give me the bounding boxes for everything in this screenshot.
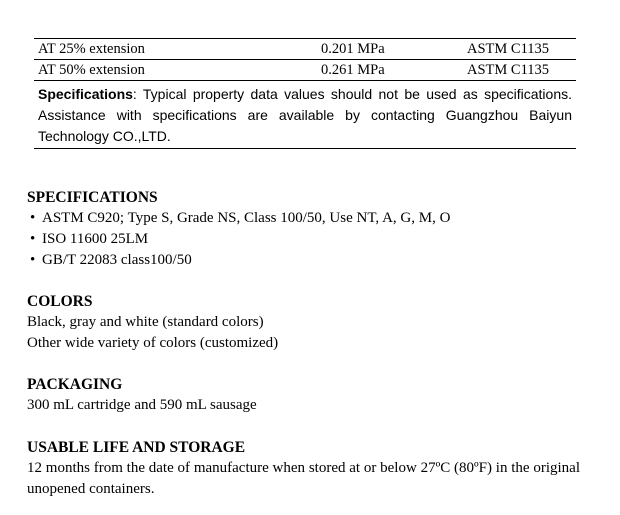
list-item-text: GB/T 22083 class100/50 <box>42 252 192 268</box>
colors-section <box>27 291 587 354</box>
bullet-icon: • <box>30 210 36 226</box>
colors-standard-line: Black, gray and white (standard colors) <box>27 314 264 330</box>
property-name-cell: AT 25% extension <box>38 41 145 57</box>
list-item-text: ISO 11600 25LM <box>42 231 149 247</box>
usable-life-text: 12 months from the date of manufacture when stored at or below 27ºC (80ºF) in the original unopened containers. <box>27 460 580 497</box>
list-item-text: ASTM C920; Type S, Grade NS, Class 100/50, Use NT, A, G, M, O <box>42 210 451 226</box>
property-value-cell: 0.261 MPa <box>321 62 385 78</box>
colors-custom-line: Other wide variety of colors (customized) <box>27 335 279 351</box>
specifications-section <box>27 187 587 271</box>
list-item <box>27 250 587 271</box>
specifications-note-label: Specifications <box>38 86 133 102</box>
usable-life-section <box>27 437 587 500</box>
specifications-note-text: : Typical property data values should not be used as specifications. Assistance with specifications are available by contacting Guangzhou Baiyun Technology CO.,LTD. <box>38 86 572 144</box>
property-name-cell: AT 50% extension <box>38 62 145 78</box>
usable-life-heading: USABLE LIFE AND STORAGE <box>27 439 246 456</box>
bullet-icon: • <box>30 252 36 268</box>
colors-heading: COLORS <box>27 293 93 310</box>
specifications-list <box>27 208 587 271</box>
table-row <box>34 60 576 81</box>
specifications-note <box>34 84 576 149</box>
property-value-cell: 0.201 MPa <box>321 41 385 57</box>
specifications-heading: SPECIFICATIONS <box>27 189 158 206</box>
table-row <box>34 39 576 60</box>
bullet-icon: • <box>30 231 36 247</box>
list-item <box>27 208 587 229</box>
packaging-text: 300 mL cartridge and 590 mL sausage <box>27 397 257 413</box>
test-method-cell: ASTM C1135 <box>467 62 550 78</box>
property-table <box>34 38 576 81</box>
packaging-heading: PACKAGING <box>27 376 123 393</box>
test-method-cell: ASTM C1135 <box>467 41 550 57</box>
list-item <box>27 229 587 250</box>
packaging-section <box>27 374 587 416</box>
